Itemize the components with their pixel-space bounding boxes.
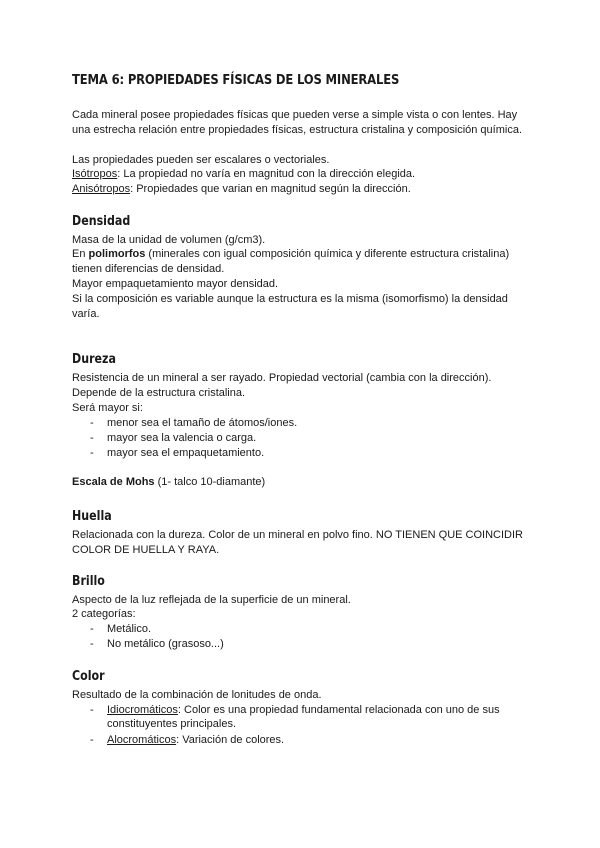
alocromaticos-definition: : Variación de colores.	[176, 734, 285, 746]
mohs-range: (1- talco 10-diamante)	[154, 476, 266, 488]
isotropos-line	[72, 167, 415, 182]
anisotropos-term: Anisótropos	[72, 183, 131, 195]
idiocromaticos-term: Idiocromáticos	[107, 704, 178, 716]
densidad-line-2-pre: En	[72, 248, 89, 260]
dureza-bullet: menor sea el tamaño de átomos/iones.	[107, 417, 298, 429]
bullet-dash: -	[90, 704, 94, 716]
idiocromaticos-line	[107, 703, 500, 718]
props-line: Las propiedades pueden ser escalares o vectoriales.	[72, 154, 330, 166]
brillo-bullet: No metálico (grasoso...)	[107, 638, 224, 650]
polimorfos-term: polimorfos	[88, 248, 146, 260]
intro-line-1: Cada mineral posee propiedades físicas que pueden verse a simple vista o con lentes. Hay	[72, 109, 518, 121]
heading-dureza: Dureza	[72, 351, 116, 367]
idiocromaticos-definition: : Color es una propiedad fundamental relacionada con uno de sus	[177, 704, 500, 716]
mohs-line	[72, 475, 265, 490]
dureza-bullet: mayor sea el empaquetamiento.	[107, 447, 265, 459]
densidad-line-5: Si la composición es variable aunque la estructura es la misma (isomorfismo) la densidad	[72, 293, 508, 305]
heading-huella: Huella	[72, 508, 112, 524]
densidad-line-1: Masa de la unidad de volumen (g/cm3).	[72, 234, 266, 246]
brillo-line-2: 2 categorías:	[72, 608, 136, 620]
mohs-term: Escala de Mohs	[72, 476, 155, 488]
heading-brillo: Brillo	[72, 573, 105, 589]
huella-line-1: Relacionada con la dureza. Color de un mineral en polvo fino. NO TIENEN QUE COINCIDIR	[72, 529, 523, 541]
densidad-line-2-post: (minerales con igual composición química y diferente estructura cristalina)	[145, 248, 510, 260]
bullet-dash: -	[90, 734, 94, 746]
idiocromaticos-continuation: constituyentes principales.	[107, 718, 237, 730]
heading-color: Color	[72, 668, 105, 684]
bullet-dash: -	[90, 638, 94, 650]
isotropos-definition: : La propiedad no varía en magnitud con la dirección elegida.	[117, 168, 416, 180]
dureza-line-3: Será mayor si:	[72, 402, 143, 414]
bullet-dash: -	[90, 447, 94, 459]
isotropos-term: Isótropos	[72, 168, 118, 180]
dureza-line-1: Resistencia de un mineral a ser rayado. Propiedad vectorial (cambia con la dirección).	[72, 372, 492, 384]
heading-densidad: Densidad	[72, 213, 131, 229]
anisotropos-definition: : Propiedades que varian en magnitud según la dirección.	[130, 183, 411, 195]
dureza-line-2: Depende de la estructura cristalina.	[72, 387, 246, 399]
alocromaticos-term: Alocromáticos	[107, 734, 177, 746]
dureza-bullet: mayor sea la valencia o carga.	[107, 432, 257, 444]
bullet-dash: -	[90, 623, 94, 635]
page-title: TEMA 6: PROPIEDADES FÍSICAS DE LOS MINERALES	[72, 72, 400, 88]
densidad-line-4: Mayor empaquetamiento mayor densidad.	[72, 278, 279, 290]
densidad-line-6: varía.	[72, 308, 100, 320]
intro-line-2: una estrecha relación entre propiedades físicas, estructura cristalina y composición química.	[72, 124, 523, 136]
alocromaticos-line	[107, 733, 284, 748]
brillo-bullet: Metálico.	[107, 623, 152, 635]
bullet-dash: -	[90, 432, 94, 444]
huella-line-2: COLOR DE HUELLA Y RAYA.	[72, 544, 220, 556]
densidad-line-2	[72, 247, 509, 262]
anisotropos-line	[72, 182, 411, 197]
bullet-dash: -	[90, 417, 94, 429]
brillo-line-1: Aspecto de la luz reflejada de la superficie de un mineral.	[72, 594, 351, 606]
color-line-1: Resultado de la combinación de lonitudes de onda.	[72, 689, 322, 701]
densidad-line-3: tienen diferencias de densidad.	[72, 263, 225, 275]
